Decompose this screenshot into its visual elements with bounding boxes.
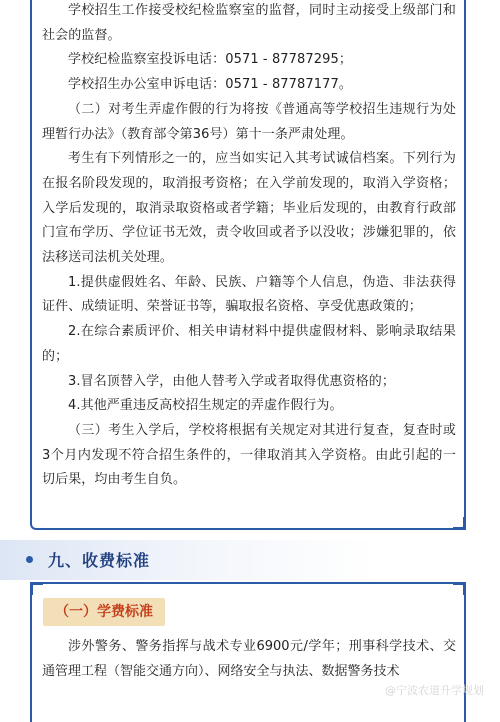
- paragraph-integrity-record: 考生有下列情形之一的，应当如实记入其考试诚信档案。下列行为在报名阶段发现的，取消报考资格；在入学前发现的，取消入学资格；入学后发现的，取消录取资格或者学籍；毕业后发现的，由教育行政部门宣布学历、学位证书无效，责令收回或者予以没收；涉嫌犯罪的，依法移送司法机关处理。: [42, 151, 456, 266]
- bullet-icon: [26, 556, 33, 563]
- document-body: [42, 0, 456, 493]
- paragraph-item-1: 1.提供虚假姓名、年龄、民族、户籍等个人信息，伪造、非法获得证件、成绩证明、荣誉证书等，骗取报名资格、享受优惠政策的；: [42, 274, 456, 315]
- paragraph-item-2: 2.在综合素质评价、相关申请材料中提供虚假材料、影响录取结果的；: [42, 324, 456, 364]
- paragraph-review: （三）考生入学后，学校将根据有关规定对其进行复查，复查时或3个月内发现不符合招生条件的，一律取消其入学资格。由此引起的一切后果，均由考生自负。: [42, 422, 456, 488]
- watermark: @宁波农道升学规划: [385, 684, 484, 697]
- subsection-label: （一）学费标准: [43, 598, 165, 626]
- fee-body: [42, 634, 456, 684]
- paragraph-item-4: 4.其他严重违反高校招生规定的弄虚作假行为。: [68, 398, 343, 414]
- corner-decoration: [453, 517, 466, 530]
- paragraph-tuition: 涉外警务、警务指挥与战术专业6900元/学年；刑事科学技术、交通管理工程（智能交通方向）、网络安全与执法、数据警务技术: [42, 639, 456, 679]
- corner-decoration-left: [30, 582, 43, 595]
- paragraph-supervision: 学校招生工作接受校纪检监察室的监督，同时主动接受上级部门和社会的监督。: [42, 3, 456, 43]
- corner-decoration-right: [453, 582, 466, 595]
- paragraph-item-3: 3.冒名顶替入学，由他人替考入学或者取得优惠资格的；: [68, 373, 396, 389]
- section-header: [0, 540, 500, 580]
- section-title: 九、收费标准: [48, 551, 151, 570]
- paragraph-appeal-phone: 学校招生办公室申诉电话：0571 - 87787177。: [68, 77, 353, 93]
- paragraph-complaint-phone: 学校纪检监察室投诉电话：0571 - 87787295；: [68, 52, 353, 68]
- paragraph-fraud-handling: （二）对考生弄虚作假的行为将按《普通高等学校招生违规行为处理暂行办法》（教育部令第36号）第十一条严肃处理。: [42, 101, 456, 142]
